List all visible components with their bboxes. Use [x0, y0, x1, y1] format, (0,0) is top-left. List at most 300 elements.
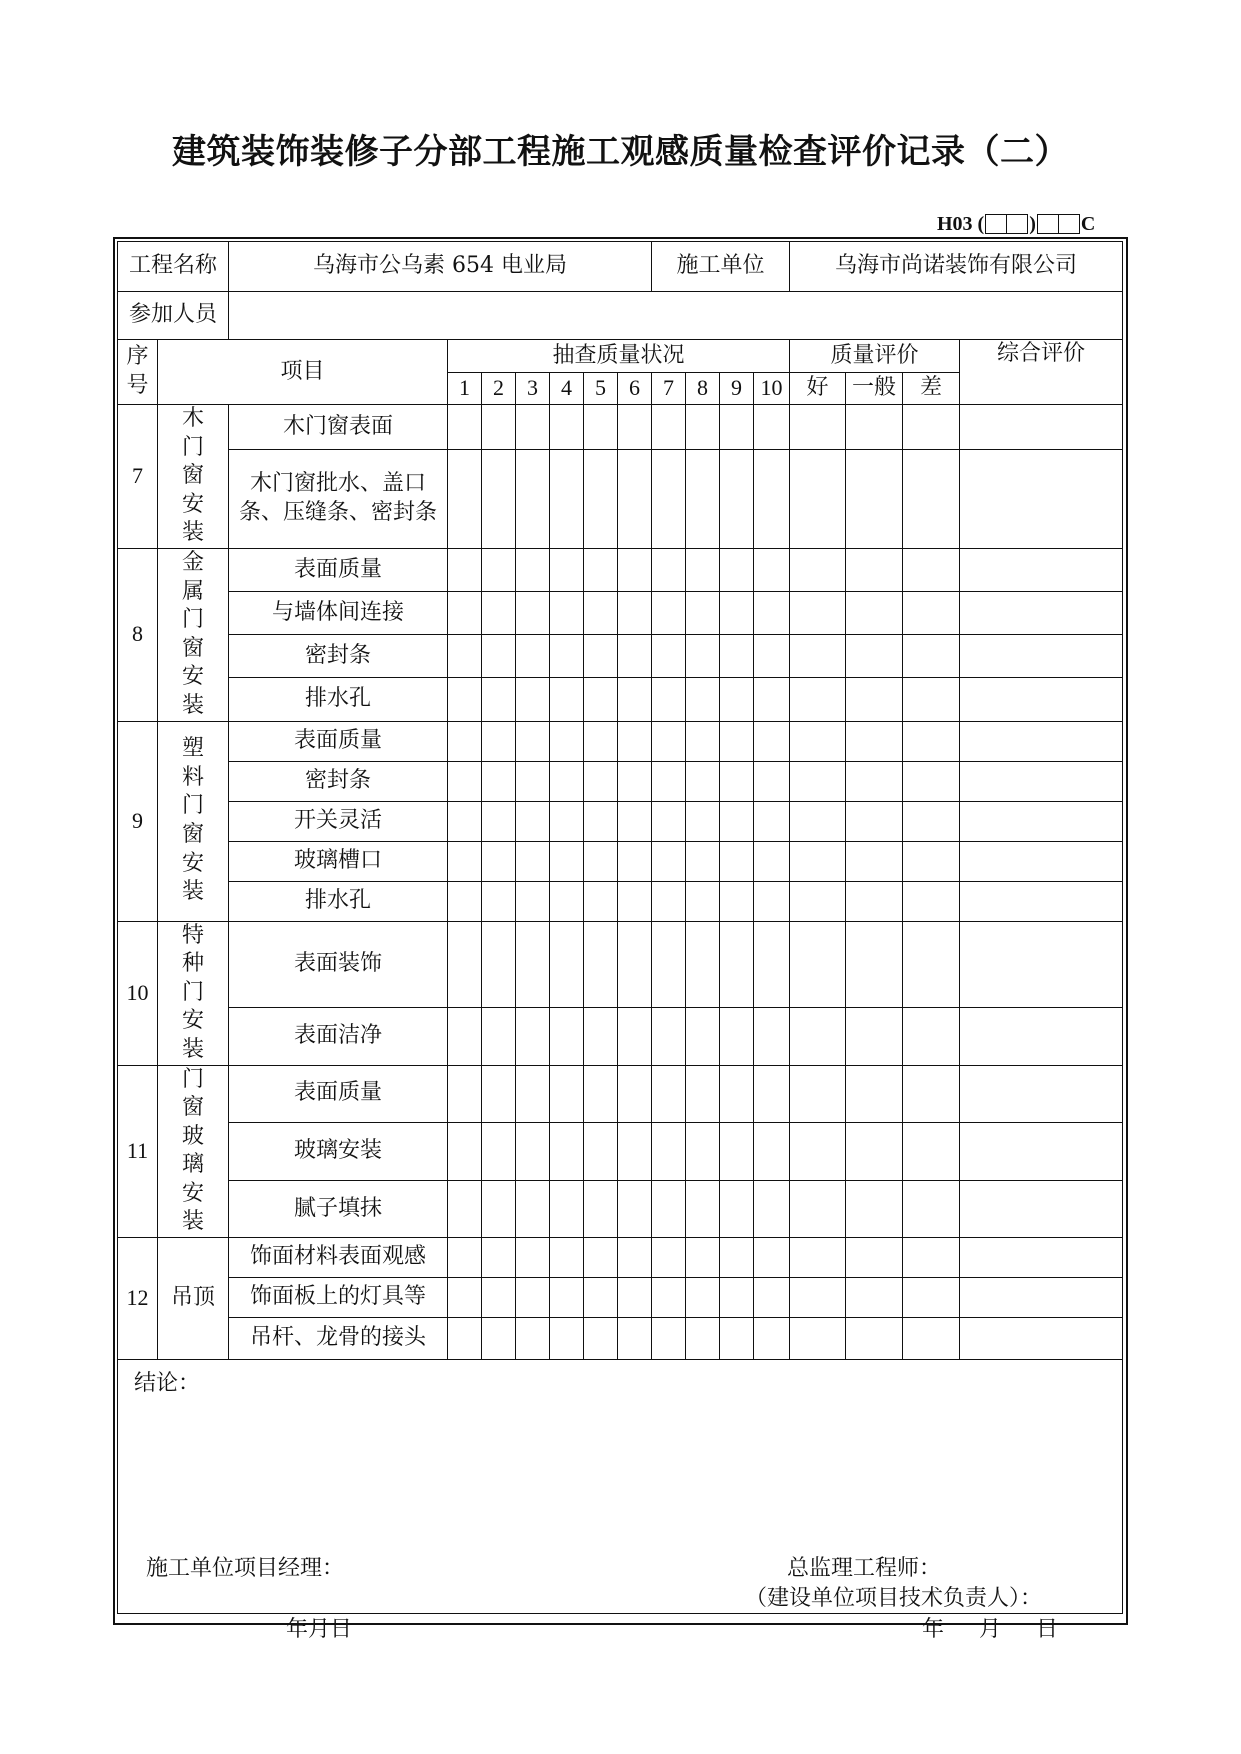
check-cell[interactable] [482, 592, 516, 635]
check-cell[interactable] [686, 678, 720, 721]
check-cell[interactable] [482, 635, 516, 678]
check-cell[interactable] [960, 592, 1123, 635]
check-cell[interactable] [550, 1065, 584, 1123]
check-cell[interactable] [720, 1318, 754, 1360]
column-header-row [118, 340, 1123, 373]
check-cell[interactable] [448, 761, 482, 801]
check-cell[interactable] [790, 548, 846, 591]
check-cell[interactable] [516, 1318, 550, 1360]
check-cell[interactable] [482, 678, 516, 721]
check-cell[interactable] [790, 1180, 846, 1238]
check-cell[interactable] [618, 548, 652, 591]
check-cell[interactable] [960, 841, 1123, 881]
check-cell[interactable] [790, 1238, 846, 1278]
check-cell[interactable] [618, 635, 652, 678]
check-cell[interactable] [652, 1008, 686, 1065]
check-cell[interactable] [584, 405, 618, 450]
check-cell[interactable] [903, 548, 960, 591]
form-code-box[interactable] [1007, 214, 1028, 234]
check-cell[interactable] [790, 1065, 846, 1123]
check-cell[interactable] [516, 1123, 550, 1181]
check-cell[interactable] [960, 405, 1123, 450]
check-cell[interactable] [754, 801, 790, 841]
check-cell[interactable] [754, 841, 790, 881]
check-cell[interactable] [550, 1318, 584, 1360]
check-cell[interactable] [720, 449, 754, 548]
check-cell[interactable] [584, 761, 618, 801]
check-cell[interactable] [516, 921, 550, 1008]
check-cell[interactable] [482, 1008, 516, 1065]
check-cell[interactable] [686, 1065, 720, 1123]
form-code-box[interactable] [985, 214, 1007, 234]
check-cell[interactable] [516, 548, 550, 591]
check-cell[interactable] [846, 1238, 903, 1278]
check-cell[interactable] [516, 721, 550, 761]
check-cell[interactable] [846, 1008, 903, 1065]
check-cell[interactable] [903, 1123, 960, 1181]
check-cell[interactable] [903, 761, 960, 801]
check-cell[interactable] [584, 1238, 618, 1278]
check-cell[interactable] [720, 921, 754, 1008]
check-cell[interactable] [846, 1065, 903, 1123]
check-cell[interactable] [618, 921, 652, 1008]
quality-level-header: 一般 [846, 373, 903, 405]
check-cell[interactable] [903, 405, 960, 450]
table-row [118, 801, 1123, 841]
sample-number-header: 10 [754, 373, 790, 405]
check-cell[interactable] [550, 405, 584, 450]
check-cell[interactable] [448, 1065, 482, 1123]
check-cell[interactable] [846, 592, 903, 635]
check-cell[interactable] [618, 592, 652, 635]
check-cell[interactable] [846, 881, 903, 921]
check-cell[interactable] [584, 801, 618, 841]
check-cell[interactable] [618, 841, 652, 881]
check-cell[interactable] [516, 449, 550, 548]
check-cell[interactable] [960, 1008, 1123, 1065]
check-cell[interactable] [550, 635, 584, 678]
check-cell[interactable] [550, 881, 584, 921]
check-cell[interactable] [516, 405, 550, 450]
check-cell[interactable] [448, 721, 482, 761]
check-cell[interactable] [652, 881, 686, 921]
check-cell[interactable] [482, 1065, 516, 1123]
group-name-text: 木门窗安装 [181, 406, 204, 546]
check-cell[interactable] [960, 1238, 1123, 1278]
check-cell[interactable] [790, 881, 846, 921]
check-cell[interactable] [448, 548, 482, 591]
check-cell[interactable] [686, 449, 720, 548]
check-cell[interactable] [903, 1278, 960, 1318]
check-cell[interactable] [584, 881, 618, 921]
check-cell[interactable] [482, 548, 516, 591]
check-cell[interactable] [618, 1318, 652, 1360]
check-cell[interactable] [903, 1180, 960, 1238]
check-cell[interactable] [652, 721, 686, 761]
item-header: 项目 [158, 340, 448, 405]
check-cell[interactable] [550, 841, 584, 881]
check-cell[interactable] [448, 405, 482, 450]
check-cell[interactable] [754, 548, 790, 591]
group-name-text: 门窗玻璃安装 [181, 1066, 204, 1235]
check-cell[interactable] [448, 1278, 482, 1318]
check-cell[interactable] [960, 449, 1123, 548]
check-cell[interactable] [686, 1180, 720, 1238]
check-cell[interactable] [790, 761, 846, 801]
check-cell[interactable] [754, 1238, 790, 1278]
check-cell[interactable] [960, 721, 1123, 761]
item-name: 木门窗表面 [229, 405, 448, 450]
check-cell[interactable] [754, 881, 790, 921]
check-cell[interactable] [846, 801, 903, 841]
check-cell[interactable] [960, 881, 1123, 921]
check-cell[interactable] [790, 449, 846, 548]
check-cell[interactable] [482, 761, 516, 801]
check-cell[interactable] [448, 635, 482, 678]
sampling-header: 抽查质量状况 [448, 340, 790, 373]
check-cell[interactable] [720, 1180, 754, 1238]
check-cell[interactable] [846, 405, 903, 450]
form-code-suffix: C [1080, 212, 1096, 235]
check-cell[interactable] [686, 801, 720, 841]
quality-eval-header: 质量评价 [790, 340, 960, 373]
group-name-text: 吊顶 [170, 1285, 215, 1311]
check-cell[interactable] [652, 592, 686, 635]
table-row [118, 548, 1123, 591]
check-cell[interactable] [584, 1008, 618, 1065]
check-cell[interactable] [482, 721, 516, 761]
check-cell[interactable] [652, 1180, 686, 1238]
check-cell[interactable] [720, 841, 754, 881]
check-cell[interactable] [482, 1318, 516, 1360]
table-row [118, 1238, 1123, 1278]
check-cell[interactable] [584, 449, 618, 548]
check-cell[interactable] [584, 921, 618, 1008]
check-cell[interactable] [686, 761, 720, 801]
check-cell[interactable] [516, 1065, 550, 1123]
check-cell[interactable] [790, 921, 846, 1008]
check-cell[interactable] [960, 801, 1123, 841]
check-cell[interactable] [448, 1180, 482, 1238]
check-cell[interactable] [550, 1278, 584, 1318]
check-cell[interactable] [516, 1278, 550, 1318]
check-cell[interactable] [790, 1008, 846, 1065]
check-cell[interactable] [550, 721, 584, 761]
check-cell[interactable] [790, 592, 846, 635]
check-cell[interactable] [652, 405, 686, 450]
check-cell[interactable] [960, 548, 1123, 591]
check-cell[interactable] [516, 841, 550, 881]
check-cell[interactable] [652, 548, 686, 591]
check-cell[interactable] [790, 801, 846, 841]
check-cell[interactable] [846, 1180, 903, 1238]
check-cell[interactable] [903, 1238, 960, 1278]
form-code-box[interactable] [1037, 214, 1059, 234]
check-cell[interactable] [652, 1123, 686, 1181]
check-cell[interactable] [652, 1238, 686, 1278]
check-cell[interactable] [550, 1008, 584, 1065]
check-cell[interactable] [618, 881, 652, 921]
check-cell[interactable] [550, 678, 584, 721]
check-cell[interactable] [790, 678, 846, 721]
check-cell[interactable] [686, 921, 720, 1008]
check-cell[interactable] [448, 592, 482, 635]
check-cell[interactable] [846, 449, 903, 548]
check-cell[interactable] [652, 449, 686, 548]
conclusion-label: 结论： [134, 1371, 201, 1397]
check-cell[interactable] [754, 1008, 790, 1065]
check-cell[interactable] [686, 1318, 720, 1360]
check-cell[interactable] [550, 1180, 584, 1238]
check-cell[interactable] [960, 1180, 1123, 1238]
check-cell[interactable] [903, 921, 960, 1008]
check-cell[interactable] [686, 1238, 720, 1278]
check-cell[interactable] [720, 801, 754, 841]
check-cell[interactable] [516, 1180, 550, 1238]
check-cell[interactable] [754, 1180, 790, 1238]
check-cell[interactable] [550, 761, 584, 801]
check-cell[interactable] [550, 592, 584, 635]
check-cell[interactable] [448, 678, 482, 721]
table-row [118, 1008, 1123, 1065]
check-cell[interactable] [482, 1123, 516, 1181]
check-cell[interactable] [584, 1318, 618, 1360]
check-cell[interactable] [790, 1318, 846, 1360]
check-cell[interactable] [584, 1065, 618, 1123]
check-cell[interactable] [482, 1180, 516, 1238]
item-name: 吊杆、龙骨的接头 [229, 1318, 448, 1360]
check-cell[interactable] [482, 921, 516, 1008]
check-cell[interactable] [618, 405, 652, 450]
check-cell[interactable] [652, 801, 686, 841]
item-name: 表面质量 [229, 1065, 448, 1123]
table-row [118, 921, 1123, 1008]
check-cell[interactable] [482, 1278, 516, 1318]
check-cell[interactable] [790, 635, 846, 678]
conclusion-cell[interactable] [118, 1360, 1123, 1643]
check-cell[interactable] [686, 635, 720, 678]
check-cell[interactable] [903, 841, 960, 881]
check-cell[interactable] [652, 841, 686, 881]
check-cell[interactable] [960, 921, 1123, 1008]
check-cell[interactable] [516, 592, 550, 635]
check-cell[interactable] [903, 635, 960, 678]
check-cell[interactable] [903, 592, 960, 635]
check-cell[interactable] [652, 921, 686, 1008]
table-row [118, 1065, 1123, 1123]
check-cell[interactable] [448, 801, 482, 841]
check-cell[interactable] [790, 841, 846, 881]
check-cell[interactable] [846, 1278, 903, 1318]
check-cell[interactable] [652, 678, 686, 721]
check-cell[interactable] [516, 761, 550, 801]
check-cell[interactable] [903, 1318, 960, 1360]
check-cell[interactable] [754, 721, 790, 761]
check-cell[interactable] [960, 678, 1123, 721]
check-cell[interactable] [720, 761, 754, 801]
check-cell[interactable] [903, 801, 960, 841]
check-cell[interactable] [790, 721, 846, 761]
check-cell[interactable] [754, 921, 790, 1008]
check-cell[interactable] [754, 592, 790, 635]
check-cell[interactable] [618, 801, 652, 841]
check-cell[interactable] [516, 635, 550, 678]
check-cell[interactable] [903, 449, 960, 548]
check-cell[interactable] [686, 548, 720, 591]
check-cell[interactable] [482, 841, 516, 881]
check-cell[interactable] [790, 1123, 846, 1181]
sample-number-header: 3 [516, 373, 550, 405]
check-cell[interactable] [754, 1318, 790, 1360]
check-cell[interactable] [618, 1278, 652, 1318]
check-cell[interactable] [790, 405, 846, 450]
check-cell[interactable] [550, 548, 584, 591]
check-cell[interactable] [686, 881, 720, 921]
check-cell[interactable] [960, 1318, 1123, 1360]
check-cell[interactable] [720, 1065, 754, 1123]
check-cell[interactable] [584, 721, 618, 761]
check-cell[interactable] [846, 1123, 903, 1181]
check-cell[interactable] [448, 1238, 482, 1278]
check-cell[interactable] [720, 678, 754, 721]
check-cell[interactable] [482, 449, 516, 548]
check-cell[interactable] [720, 721, 754, 761]
check-cell[interactable] [652, 635, 686, 678]
check-cell[interactable] [903, 1065, 960, 1123]
check-cell[interactable] [903, 721, 960, 761]
check-cell[interactable] [846, 761, 903, 801]
check-cell[interactable] [448, 1318, 482, 1360]
check-cell[interactable] [960, 1123, 1123, 1181]
check-cell[interactable] [652, 1278, 686, 1318]
check-cell[interactable] [516, 1008, 550, 1065]
contractor-value[interactable]: 乌海市尚诺装饰有限公司 [790, 242, 1123, 292]
check-cell[interactable] [482, 801, 516, 841]
check-cell[interactable] [686, 405, 720, 450]
check-cell[interactable] [720, 548, 754, 591]
check-cell[interactable] [754, 678, 790, 721]
form-code-box[interactable] [1059, 214, 1080, 234]
check-cell[interactable] [584, 1123, 618, 1181]
table-row [118, 635, 1123, 678]
check-cell[interactable] [846, 921, 903, 1008]
check-cell[interactable] [790, 1278, 846, 1318]
project-name-value[interactable]: 乌海市公乌素 654 电业局 [229, 242, 652, 292]
check-cell[interactable] [516, 1238, 550, 1278]
check-cell[interactable] [846, 678, 903, 721]
check-cell[interactable] [584, 548, 618, 591]
check-cell[interactable] [482, 405, 516, 450]
check-cell[interactable] [686, 1123, 720, 1181]
check-cell[interactable] [960, 761, 1123, 801]
table-row [118, 1123, 1123, 1181]
check-cell[interactable] [903, 678, 960, 721]
check-cell[interactable] [550, 921, 584, 1008]
check-cell[interactable] [618, 678, 652, 721]
participants-value[interactable] [229, 292, 1123, 340]
check-cell[interactable] [846, 548, 903, 591]
check-cell[interactable] [720, 881, 754, 921]
check-cell[interactable] [720, 635, 754, 678]
check-cell[interactable] [754, 761, 790, 801]
check-cell[interactable] [686, 1278, 720, 1318]
check-cell[interactable] [903, 1008, 960, 1065]
check-cell[interactable] [516, 881, 550, 921]
check-cell[interactable] [686, 841, 720, 881]
check-cell[interactable] [618, 1123, 652, 1181]
check-cell[interactable] [720, 1123, 754, 1181]
check-cell[interactable] [618, 1008, 652, 1065]
check-cell[interactable] [584, 678, 618, 721]
check-cell[interactable] [720, 592, 754, 635]
check-cell[interactable] [960, 1065, 1123, 1123]
check-cell[interactable] [516, 801, 550, 841]
check-cell[interactable] [482, 1238, 516, 1278]
check-cell[interactable] [754, 1123, 790, 1181]
check-cell[interactable] [584, 592, 618, 635]
check-cell[interactable] [618, 721, 652, 761]
check-cell[interactable] [448, 1008, 482, 1065]
check-cell[interactable] [618, 1180, 652, 1238]
check-cell[interactable] [846, 1318, 903, 1360]
check-cell[interactable] [960, 635, 1123, 678]
item-name: 密封条 [229, 635, 448, 678]
check-cell[interactable] [448, 921, 482, 1008]
check-cell[interactable] [550, 801, 584, 841]
check-cell[interactable] [618, 761, 652, 801]
check-cell[interactable] [652, 1318, 686, 1360]
check-cell[interactable] [618, 1238, 652, 1278]
check-cell[interactable] [550, 449, 584, 548]
check-cell[interactable] [754, 1278, 790, 1318]
check-cell[interactable] [846, 841, 903, 881]
check-cell[interactable] [720, 405, 754, 450]
check-cell[interactable] [618, 1065, 652, 1123]
check-cell[interactable] [846, 721, 903, 761]
check-cell[interactable] [686, 721, 720, 761]
check-cell[interactable] [652, 761, 686, 801]
check-cell[interactable] [754, 1065, 790, 1123]
check-cell[interactable] [550, 1238, 584, 1278]
check-cell[interactable] [686, 1008, 720, 1065]
check-cell[interactable] [448, 1123, 482, 1181]
check-cell[interactable] [550, 1123, 584, 1181]
check-cell[interactable] [448, 449, 482, 548]
check-cell[interactable] [448, 841, 482, 881]
check-cell[interactable] [584, 841, 618, 881]
check-cell[interactable] [903, 881, 960, 921]
quality-level-header: 好 [790, 373, 846, 405]
check-cell[interactable] [754, 449, 790, 548]
check-cell[interactable] [960, 1278, 1123, 1318]
check-cell[interactable] [720, 1008, 754, 1065]
check-cell[interactable] [618, 449, 652, 548]
check-cell[interactable] [754, 635, 790, 678]
check-cell[interactable] [720, 1238, 754, 1278]
check-cell[interactable] [686, 592, 720, 635]
participants-label: 参加人员 [118, 292, 229, 340]
check-cell[interactable] [652, 1065, 686, 1123]
check-cell[interactable] [754, 405, 790, 450]
check-cell[interactable] [584, 1278, 618, 1318]
check-cell[interactable] [448, 881, 482, 921]
check-cell[interactable] [846, 635, 903, 678]
check-cell[interactable] [482, 881, 516, 921]
check-cell[interactable] [584, 635, 618, 678]
check-cell[interactable] [720, 1278, 754, 1318]
check-cell[interactable] [584, 1180, 618, 1238]
check-cell[interactable] [516, 678, 550, 721]
